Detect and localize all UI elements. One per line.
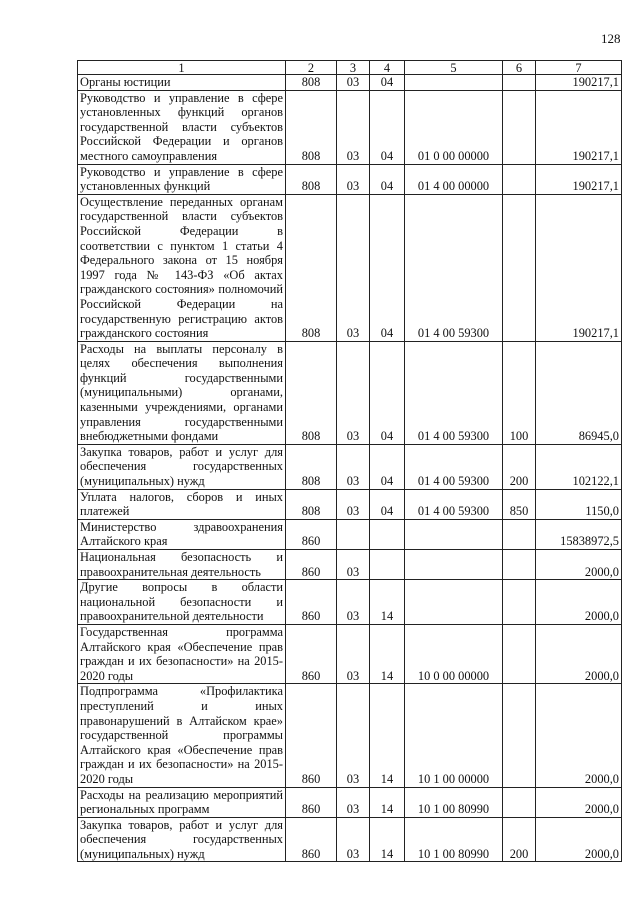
row-pr: 14 [370,787,405,817]
row-rz: 03 [337,489,370,519]
row-pr [370,550,405,580]
row-rz: 03 [337,624,370,683]
row-vr [503,580,536,625]
table-row [78,489,622,519]
table-row [78,624,622,683]
row-rz: 03 [337,90,370,164]
row-csr [405,75,503,91]
row-rz: 03 [337,550,370,580]
table-row [78,444,622,489]
row-pr: 14 [370,684,405,787]
row-rz: 03 [337,341,370,444]
row-name: Другие вопросы в области национальной безопасности и правоохранительной деятельности [78,580,286,625]
table-row [78,75,622,91]
row-sum: 15838972,5 [536,519,622,549]
row-vr [503,90,536,164]
row-sum: 2000,0 [536,787,622,817]
row-ved: 808 [286,75,337,91]
row-sum: 86945,0 [536,341,622,444]
row-rz: 03 [337,164,370,194]
row-rz: 03 [337,817,370,862]
row-csr: 01 4 00 59300 [405,194,503,341]
row-vr [503,624,536,683]
row-name: Подпрограмма «Профилактика преступлений и иных правонарушений в Алтайском крае» государственной программы Алтайского края «Обеспечение прав граждан и их безопасности» на 2015-2020 годы [78,684,286,787]
row-pr: 04 [370,444,405,489]
table-row [78,194,622,341]
row-ved: 808 [286,90,337,164]
row-pr [370,519,405,549]
row-ved: 860 [286,817,337,862]
row-ved: 860 [286,580,337,625]
row-csr: 01 4 00 59300 [405,341,503,444]
row-vr: 200 [503,444,536,489]
row-ved: 860 [286,684,337,787]
row-pr: 04 [370,164,405,194]
row-ved: 860 [286,519,337,549]
row-ved: 860 [286,550,337,580]
row-ved: 808 [286,164,337,194]
row-pr: 14 [370,580,405,625]
row-name: Закупка товаров, работ и услуг для обеспечения государственных (муниципальных) нужд [78,444,286,489]
budget-table [77,60,622,862]
table-row [78,787,622,817]
table-row [78,684,622,787]
row-rz: 03 [337,194,370,341]
row-sum: 1150,0 [536,489,622,519]
row-csr [405,519,503,549]
row-name: Руководство и управление в сфере установленных функций [78,164,286,194]
header-cell: 5 [405,61,503,75]
row-vr [503,519,536,549]
header-cell: 4 [370,61,405,75]
row-sum: 2000,0 [536,580,622,625]
row-rz: 03 [337,580,370,625]
row-ved: 860 [286,787,337,817]
row-sum: 190217,1 [536,164,622,194]
row-name: Государственная программа Алтайского края «Обеспечение прав граждан и их безопасности» на 2015-2020 годы [78,624,286,683]
row-pr: 04 [370,489,405,519]
row-vr: 100 [503,341,536,444]
row-rz: 03 [337,444,370,489]
row-rz: 03 [337,75,370,91]
header-cell: 7 [536,61,622,75]
row-vr: 850 [503,489,536,519]
row-ved: 808 [286,194,337,341]
row-name: Национальная безопасность и правоохранительная деятельность [78,550,286,580]
row-sum: 2000,0 [536,684,622,787]
row-csr: 01 0 00 00000 [405,90,503,164]
row-rz [337,519,370,549]
row-vr [503,787,536,817]
row-pr: 04 [370,90,405,164]
row-sum: 190217,1 [536,194,622,341]
row-csr [405,550,503,580]
table-row [78,550,622,580]
row-rz: 03 [337,684,370,787]
row-name: Органы юстиции [78,75,286,91]
row-sum: 2000,0 [536,817,622,862]
table-row [78,164,622,194]
row-vr [503,550,536,580]
row-vr [503,75,536,91]
row-csr: 10 1 00 80990 [405,817,503,862]
header-cell: 1 [78,61,286,75]
row-name: Уплата налогов, сборов и иных платежей [78,489,286,519]
row-sum: 2000,0 [536,624,622,683]
row-name: Расходы на реализацию мероприятий региональных программ [78,787,286,817]
row-pr: 04 [370,194,405,341]
row-sum: 102122,1 [536,444,622,489]
header-cell: 6 [503,61,536,75]
row-name: Закупка товаров, работ и услуг для обеспечения государственных (муниципальных) нужд [78,817,286,862]
row-sum: 190217,1 [536,75,622,91]
row-vr: 200 [503,817,536,862]
header-cell: 3 [337,61,370,75]
row-name: Расходы на выплаты персоналу в целях обеспечения выполнения функций государственными (муниципальными) органами, казенными учреждениями, органами управления государственными внебюджетными фондами [78,341,286,444]
row-ved: 808 [286,489,337,519]
row-ved: 860 [286,624,337,683]
row-vr [503,164,536,194]
row-pr: 04 [370,341,405,444]
row-vr [503,684,536,787]
table-row [78,817,622,862]
row-rz: 03 [337,787,370,817]
table-row [78,519,622,549]
row-pr: 04 [370,75,405,91]
row-name: Руководство и управление в сфере установленных функций органов государственной власти субъектов Российской Федерации и органов местного самоуправления [78,90,286,164]
row-ved: 808 [286,341,337,444]
table-header-row [78,61,622,75]
row-csr: 01 4 00 59300 [405,444,503,489]
row-csr [405,580,503,625]
row-ved: 808 [286,444,337,489]
table-row [78,580,622,625]
header-cell: 2 [286,61,337,75]
row-pr: 14 [370,624,405,683]
page-number: 128 [601,31,621,46]
row-sum: 2000,0 [536,550,622,580]
row-vr [503,194,536,341]
row-csr: 01 4 00 00000 [405,164,503,194]
row-name: Министерство здравоохранения Алтайского края [78,519,286,549]
table-row [78,341,622,444]
row-name: Осуществление переданных органам государственной власти субъектов Российской Федерации в соответствии с пунктом 1 статьи 4 Федерального закона от 15 ноября 1997 года № 143-ФЗ «Об актах гражданского состояния» полномочий Российской Федерации на государственную регистрацию актов гражданского состояния [78,194,286,341]
row-csr: 10 1 00 00000 [405,684,503,787]
row-csr: 01 4 00 59300 [405,489,503,519]
row-csr: 10 1 00 80990 [405,787,503,817]
row-sum: 190217,1 [536,90,622,164]
row-csr: 10 0 00 00000 [405,624,503,683]
table-row [78,90,622,164]
row-pr: 14 [370,817,405,862]
